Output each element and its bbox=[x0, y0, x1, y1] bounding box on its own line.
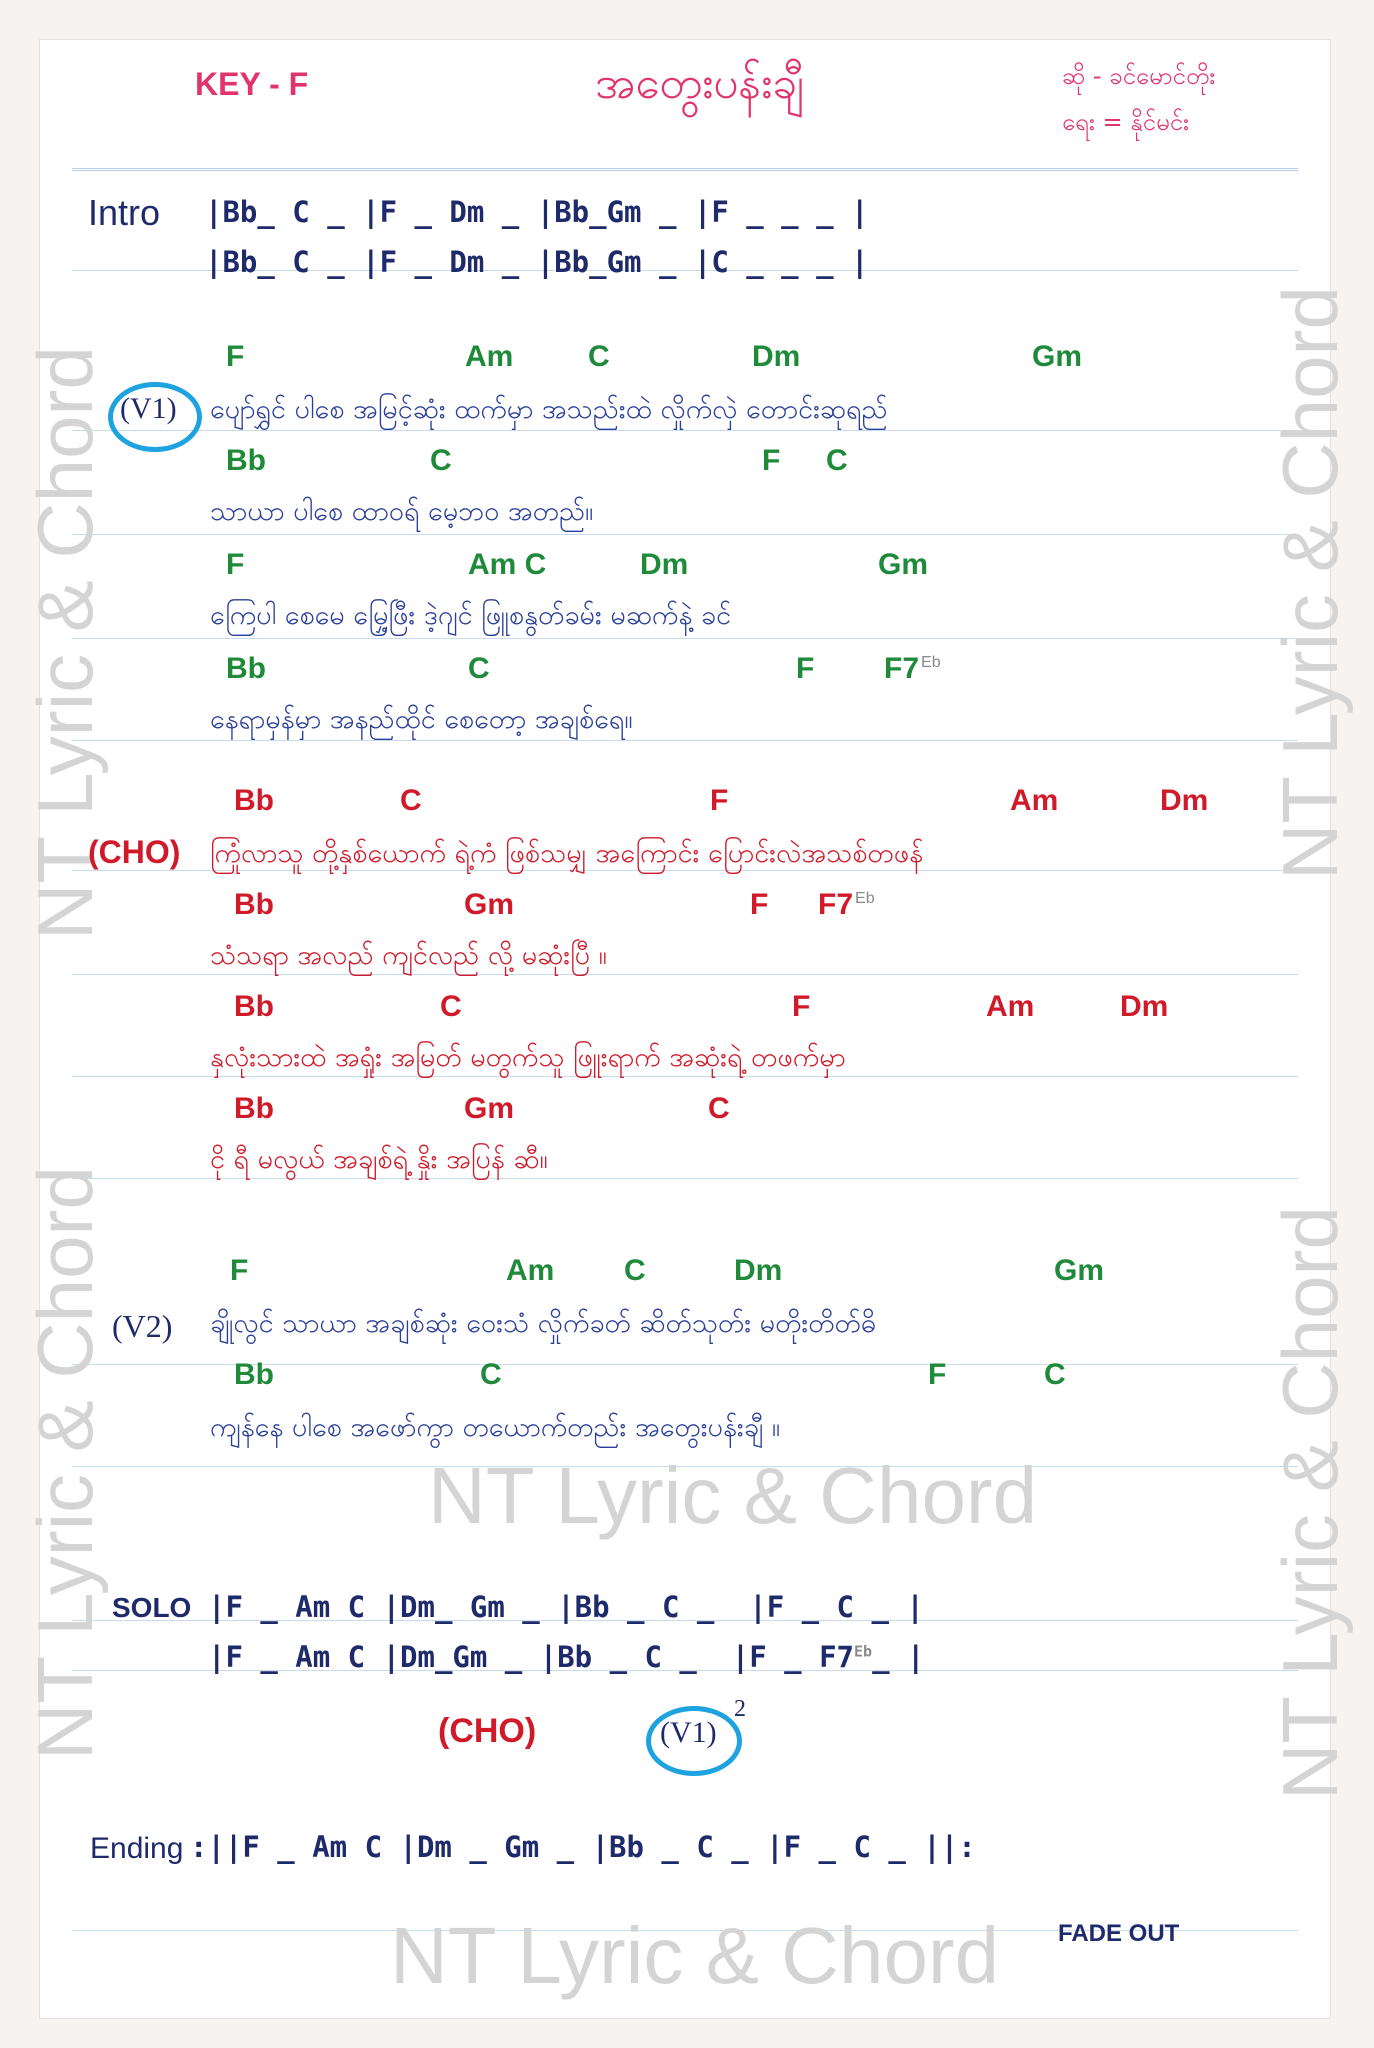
cho-lyric-3: နှလုံးသားထဲ အရှုံး အမြတ် မတွက်သူ ဖြူးရာက် အဆုံးရဲ့ တဖက်မှာ bbox=[210, 1042, 846, 1073]
chord: Dm bbox=[640, 548, 689, 581]
singer-credit: ဆို - ခင်မောင်တိုး bbox=[1062, 62, 1216, 90]
v2-chords-2 bbox=[40, 1358, 1330, 1402]
chord: Dm bbox=[734, 1254, 783, 1287]
repeat-v1-marker: (V1) bbox=[660, 1716, 717, 1749]
chord: F bbox=[750, 888, 769, 921]
chord: Bb bbox=[234, 990, 274, 1023]
song-title: အတွေးပန်းချီ bbox=[595, 58, 805, 109]
chord: Bb bbox=[226, 444, 266, 477]
chord: Dm bbox=[1160, 784, 1209, 817]
chord: F bbox=[796, 652, 815, 685]
chord: F bbox=[762, 444, 781, 477]
ruled-line bbox=[72, 1466, 1298, 1467]
ruled-line bbox=[72, 534, 1298, 535]
v1-lyric-4: နေရာမှန်မှာ အနည်ထိုင် စေတော့ အချစ်ရေ။ bbox=[210, 704, 633, 735]
v1-lyric-3: ကြေပါ စေမေ မြှေ့ဖြီး ဒဲ့ဂျင် ဖြူစနွတ်ခမ်း မဆက်နဲ့ ခင် bbox=[210, 600, 732, 631]
v1-chords-1 bbox=[40, 340, 1330, 384]
chord: Bb bbox=[234, 784, 274, 817]
chord: C bbox=[624, 1254, 646, 1287]
chord: Gm bbox=[464, 888, 515, 921]
solo-line-2 bbox=[208, 1640, 924, 1674]
chord-superscript: Eb bbox=[855, 890, 875, 907]
watermark: NT Lyric & Chord bbox=[1266, 1206, 1354, 1800]
cho-lyric-4: ငို ရီ မလွယ် အချစ်ရဲ့ နှိုး အပြန် ဆီ။ bbox=[210, 1144, 548, 1175]
chord: Gm bbox=[464, 1092, 515, 1125]
chord: Am C bbox=[468, 548, 547, 581]
chord: C bbox=[480, 1358, 502, 1391]
chord: C bbox=[440, 990, 462, 1023]
v1-marker: (V1) bbox=[120, 392, 177, 425]
chord: Gm bbox=[878, 548, 929, 581]
v1-chords-3 bbox=[40, 548, 1330, 592]
chord: Am bbox=[986, 990, 1035, 1023]
v1-chords-4 bbox=[40, 652, 1330, 696]
watermark: NT Lyric & Chord bbox=[428, 1451, 1038, 1540]
ending-line: :||F _ Am C |Dm _ Gm _ |Bb _ C _ |F _ C _ ||: bbox=[190, 1830, 976, 1864]
chord bbox=[884, 652, 941, 686]
chord-label: F7 bbox=[884, 652, 920, 685]
chord: C bbox=[400, 784, 422, 817]
solo-line-2-chords: |F _ Am C |Dm_Gm _ |Bb _ C _ |F _ F7 bbox=[208, 1640, 855, 1674]
watermark: NT Lyric & Chord bbox=[21, 1166, 109, 1760]
intro-line-1: |Bb_ C _ |F _ Dm _ |Bb_Gm _ |F _ _ _ | bbox=[205, 195, 869, 229]
chord bbox=[818, 888, 875, 922]
chord: Am bbox=[465, 340, 514, 373]
v1-lyric-1: ပျော်ရွှင် ပါစေ အမြင့်ဆုံး ထက်မှာ အသည်းထဲ လှိုက်လှဲ တောင်းဆုရည် bbox=[210, 394, 888, 425]
chord: F bbox=[226, 548, 245, 581]
watermark: NT Lyric & Chord bbox=[1266, 286, 1354, 880]
v1-lyric-2: သာယာ ပါစေ ထာဝရ် မေ့ဘဝ အတည်။ bbox=[210, 496, 594, 527]
ruled-line bbox=[72, 638, 1298, 639]
repeat-cho-marker: (CHO) bbox=[438, 1712, 537, 1750]
song-sheet bbox=[21, 40, 1354, 2018]
v2-lyric-2: ကျန်နေ ပါစေ အဖော်ကွာ တယောက်တည်း အတွေးပန်းချီ ။ bbox=[210, 1412, 780, 1443]
solo-line-2-end: _ | bbox=[872, 1640, 925, 1674]
cho-marker: (CHO) bbox=[88, 834, 181, 870]
chord: Bb bbox=[226, 652, 266, 685]
watermark: NT Lyric & Chord bbox=[390, 1911, 1000, 2000]
composer-credit: ရေး = နိုင်မင်း bbox=[1062, 108, 1190, 136]
chord-label: F7 bbox=[818, 888, 854, 921]
cho-chords-4 bbox=[40, 1092, 1330, 1136]
chord: Gm bbox=[1054, 1254, 1105, 1287]
cho-lyric-2: သံသရာ အလည် ကျင်လည် လို့ မဆုံးပြီ ။ bbox=[210, 940, 607, 971]
ending-label: Ending bbox=[90, 1832, 184, 1865]
chord: Gm bbox=[1032, 340, 1083, 373]
solo-label: SOLO bbox=[112, 1592, 192, 1623]
chord: F bbox=[792, 990, 811, 1023]
chord: C bbox=[430, 444, 452, 477]
v1-chords-2 bbox=[40, 444, 1330, 488]
chord: F bbox=[230, 1254, 249, 1287]
v2-marker: (V2) bbox=[112, 1308, 173, 1344]
chord: Dm bbox=[1120, 990, 1169, 1023]
chord: C bbox=[588, 340, 610, 373]
fade-out-label: FADE OUT bbox=[1058, 1920, 1180, 1947]
cho-lyric-1: ကြုံလာသူ တို့နှစ်ယောက် ရဲ့ကံ ဖြစ်သမျှ အကြောင်း ပြောင်းလဲအသစ်တဖန် bbox=[210, 838, 924, 869]
v2-lyric-1: ချိုလွင် သာယာ အချစ်ဆုံး ဝေးသံ လှိုက်ခတ် ဆိတ်သုတ်း မတိုးတိတ်ဓိ bbox=[210, 1308, 876, 1339]
key-label: KEY - F bbox=[195, 66, 309, 102]
v2-chords-1 bbox=[40, 1254, 1330, 1298]
chord: F bbox=[226, 340, 245, 373]
solo-line-1: |F _ Am C |Dm_ Gm _ |Bb _ C _ |F _ C _ | bbox=[208, 1590, 924, 1624]
watermark: NT Lyric & Chord bbox=[21, 346, 109, 940]
chord-superscript: Eb bbox=[921, 654, 941, 671]
chord: Am bbox=[506, 1254, 555, 1287]
chord: Dm bbox=[752, 340, 801, 373]
chord: F bbox=[710, 784, 729, 817]
chord: C bbox=[468, 652, 490, 685]
repeat-times: 2 bbox=[734, 1696, 746, 1722]
chord: Bb bbox=[234, 888, 274, 921]
cho-chords-1 bbox=[40, 784, 1330, 828]
cho-chords-2 bbox=[40, 888, 1330, 932]
cho-chords-3 bbox=[40, 990, 1330, 1034]
chord: C bbox=[708, 1092, 730, 1125]
chord: C bbox=[826, 444, 848, 477]
chord: F bbox=[928, 1358, 947, 1391]
title-rule bbox=[72, 168, 1298, 171]
chord: C bbox=[1044, 1358, 1066, 1391]
chord-superscript: Eb bbox=[854, 1642, 873, 1661]
intro-line-2: |Bb_ C _ |F _ Dm _ |Bb_Gm _ |C _ _ _ | bbox=[205, 245, 869, 279]
chord: Bb bbox=[234, 1092, 274, 1125]
intro-label: Intro bbox=[88, 192, 161, 233]
chord: Am bbox=[1010, 784, 1059, 817]
chord: Bb bbox=[234, 1358, 274, 1391]
